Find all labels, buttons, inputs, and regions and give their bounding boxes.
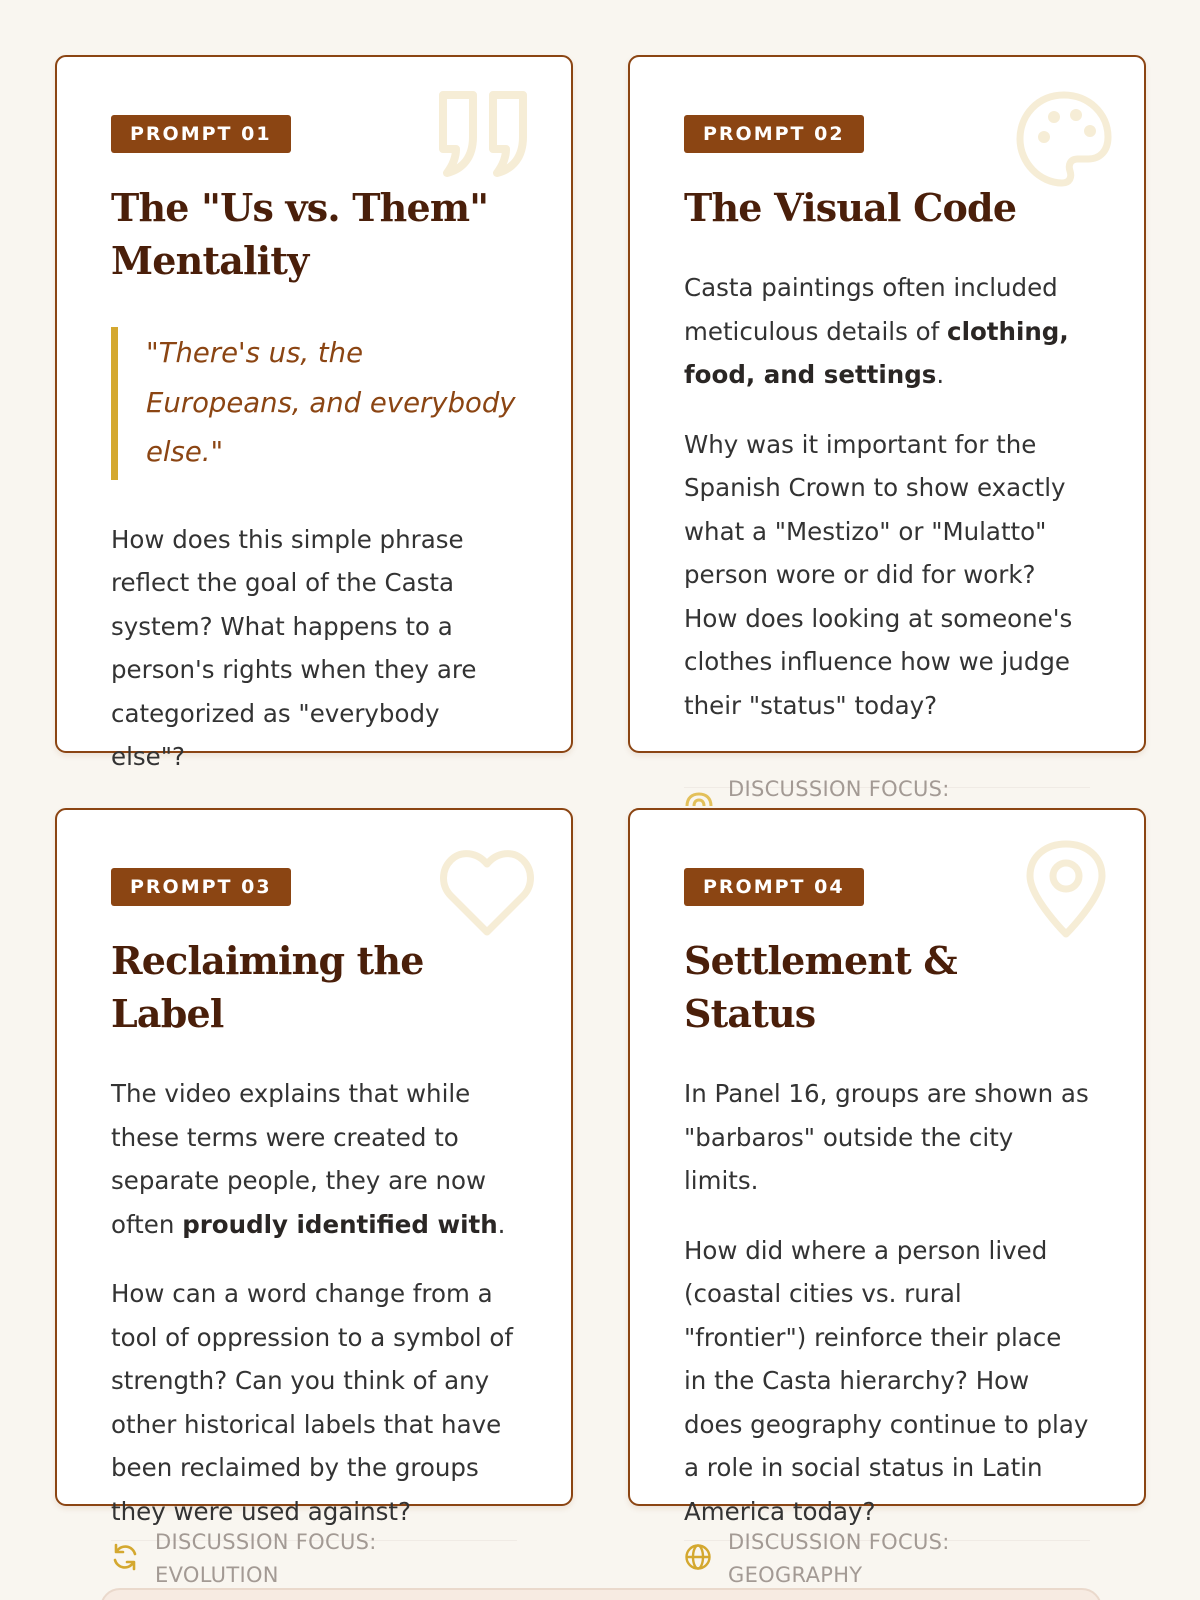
prompt-badge: PROMPT 01	[111, 115, 291, 153]
discussion-focus-value: GEOGRAPHY	[728, 1563, 863, 1587]
footer-banner	[100, 1588, 1102, 1600]
prompt-question: How does this simple phrase reflect the goal of the Casta system? What happens to a person's rights when they are categorized as "everybody else"?	[111, 524, 477, 771]
prompt-card-02	[628, 55, 1146, 753]
prompt-intro: In Panel 16, groups are shown as "barbaros" outside the city limits.	[684, 1079, 1089, 1195]
discussion-focus-value: EVOLUTION	[155, 1563, 279, 1587]
prompt-question: Why was it important for the Spanish Crown to show exactly what a "Mestizo" or "Mulatto" person wore or did for work? How does looking at someone's clothes influence how we judge their "status" today?	[684, 429, 1073, 720]
prompt-title: The Visual Code	[684, 185, 1017, 230]
prompt-title: Reclaiming the Label	[111, 938, 424, 1036]
discussion-focus-label: DISCUSSION FOCUS:	[155, 1530, 377, 1554]
refresh-icon	[110, 1542, 140, 1572]
intro-emphasis: clothing, food, and settings	[684, 316, 1069, 389]
map-pin-icon	[684, 792, 714, 806]
prompt-card-03	[55, 808, 573, 1526]
prompt-card-01	[55, 55, 573, 771]
prompt-quote: "There's us, the Europeans, and everybody else."	[111, 327, 517, 480]
prompt-title: Settlement & Status	[684, 938, 957, 1036]
prompt-card-04	[628, 808, 1146, 1526]
prompt-badge: PROMPT 04	[684, 868, 864, 906]
prompt-intro: Casta paintings often included meticulous details of clothing, food, and settings.	[684, 273, 1069, 389]
discussion-focus-label: DISCUSSION FOCUS:	[728, 777, 950, 801]
discussion-focus-label: DISCUSSION FOCUS:	[728, 1530, 950, 1554]
prompt-intro: The video explains that while these terms were created to separate people, they are now often proudly identified with.	[111, 1079, 506, 1239]
globe-icon	[683, 1542, 713, 1572]
prompt-question: How did where a person lived (coastal cities vs. rural "frontier") reinforce their place in the Casta hierarchy? How does geography continue to play a role in social status in Latin America today?	[684, 1235, 1089, 1526]
prompt-badge: PROMPT 02	[684, 115, 864, 153]
prompt-title: The "Us vs. Them" Mentality	[111, 185, 489, 283]
prompt-question: How can a word change from a tool of oppression to a symbol of strength? Can you think of any other historical labels that have been reclaimed by the groups they were used against?	[111, 1279, 513, 1526]
prompt-badge: PROMPT 03	[111, 868, 291, 906]
intro-emphasis: proudly identified with	[182, 1209, 498, 1239]
